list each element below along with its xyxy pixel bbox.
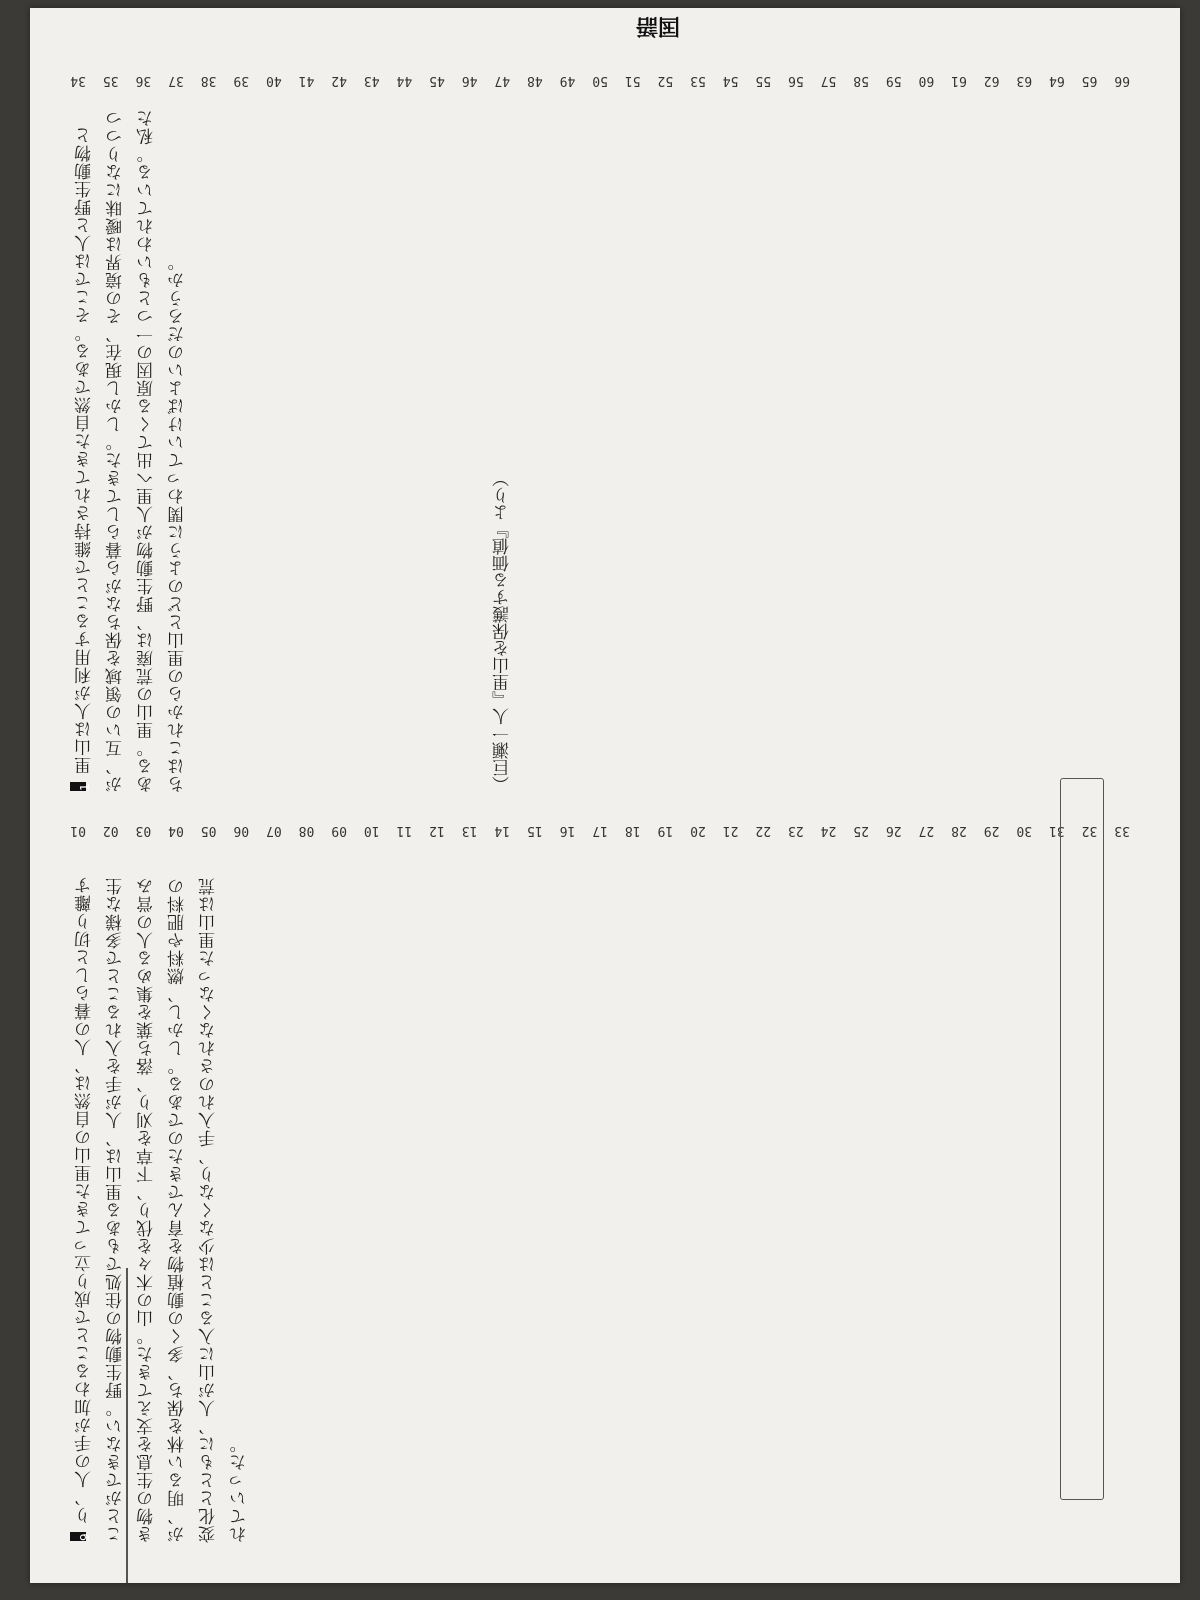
line-number: 34 (70, 73, 86, 88)
passage-text-lower: 里山は人が利用することで維持されてきた自然である。そこでは人と野生動物とが、互いの領域を保ちながら暮らしてきた。しかし現在、その境界は曖昧になりつつある。里山の荒廃は、野生動物が人里へ出てくる原因の一つともいわれている。私たちはこれからの里山とどのように関わっていけばよいのだろうか。 (75, 109, 188, 793)
line-number: 16 (559, 823, 576, 838)
line-number: 42 (331, 73, 347, 88)
line-number: 12 (429, 823, 445, 838)
line-number: 11 (396, 823, 413, 838)
line-number: 04 (168, 823, 184, 838)
passage-lower (70, 103, 1130, 793)
line-number: 57 (820, 73, 837, 88)
line-number: 39 (233, 73, 250, 88)
line-number: 44 (396, 73, 413, 88)
line-number: 65 (1081, 73, 1098, 88)
line-number: 51 (624, 73, 641, 88)
line-number: 58 (853, 73, 869, 88)
line-number: 10 (363, 823, 380, 838)
line-number: 40 (266, 73, 282, 88)
page-content (30, 8, 1180, 1583)
line-number: 29 (983, 823, 1000, 838)
line-number: 03 (135, 823, 152, 838)
line-number: 05 (200, 823, 217, 838)
line-number: 56 (788, 73, 804, 88)
line-number: 52 (657, 73, 674, 88)
line-number: 02 (102, 823, 119, 838)
line-number: 62 (983, 73, 1000, 88)
line-number: 09 (331, 823, 347, 838)
scanned-page (30, 8, 1180, 1583)
line-number: 22 (755, 823, 772, 838)
line-number: 45 (429, 73, 445, 88)
line-number: 50 (592, 73, 608, 88)
line-number: 07 (266, 823, 282, 838)
line-number: 36 (135, 73, 152, 88)
line-number: 66 (1114, 73, 1130, 88)
line-number: 59 (885, 73, 902, 88)
source-citation: （巨瀬一人『里山を保護する価値』より） (493, 470, 513, 793)
line-number: 14 (494, 823, 511, 838)
line-number: 27 (918, 823, 935, 838)
line-number: 63 (1016, 73, 1033, 88)
line-number: 08 (298, 823, 315, 838)
line-number: 60 (918, 73, 935, 88)
line-number: 25 (853, 823, 869, 838)
line-number: 54 (722, 73, 739, 88)
line-number: 38 (200, 73, 217, 88)
passage-text-upper: り、人の手が加わることで成り立ってきた里山の自然は、人の暮らしと切り離すことができない。野生動物の住処でもある里山は、人が手を入れることで多様な生き物の生息を支えてきた。山の木々を伐り、下草を刈り、落ち葉を集める人の営みが、明るい林を保ち、多くの動植物を育んできたのである。しかし、燃料や肥料の変化とともに、人が山に入ることは少なくなり、手入れのされなくなった里山は荒れていった。 (75, 875, 250, 1543)
line-numbers-mid (70, 823, 1130, 838)
line-number: 21 (722, 823, 739, 838)
line-number: 20 (690, 823, 706, 838)
line-number: 15 (527, 823, 543, 838)
section-number: 9 (70, 1532, 86, 1541)
line-number: 32 (1081, 823, 1098, 838)
line-number: 33 (1114, 823, 1130, 838)
pencil-underline (126, 1268, 128, 1583)
line-number: 55 (755, 73, 772, 88)
line-number: 17 (592, 823, 608, 838)
line-number: 41 (298, 73, 315, 88)
line-number: 19 (657, 823, 674, 838)
line-number: 49 (559, 73, 576, 88)
line-number: 43 (363, 73, 380, 88)
subject-label: 国語 (635, 13, 680, 38)
line-number: 13 (461, 823, 478, 838)
line-number: 35 (102, 73, 119, 88)
line-number: 37 (168, 73, 184, 88)
line-number: 61 (951, 73, 967, 88)
line-number: 26 (885, 823, 902, 838)
line-number: 53 (690, 73, 706, 88)
pencil-annotation-box (1060, 778, 1104, 1500)
line-number: 30 (1016, 823, 1033, 838)
line-number: 28 (951, 823, 967, 838)
line-numbers-top (70, 73, 1130, 88)
line-number: 31 (1049, 823, 1065, 838)
section-number: 1 (70, 782, 86, 791)
line-number: 23 (788, 823, 804, 838)
line-number: 46 (461, 73, 478, 88)
line-number: 47 (494, 73, 511, 88)
line-number: 01 (70, 823, 86, 838)
passage-upper (70, 863, 1130, 1543)
line-number: 06 (233, 823, 250, 838)
line-number: 64 (1049, 73, 1065, 88)
line-number: 24 (820, 823, 837, 838)
line-number: 18 (624, 823, 641, 838)
line-number: 48 (527, 73, 543, 88)
